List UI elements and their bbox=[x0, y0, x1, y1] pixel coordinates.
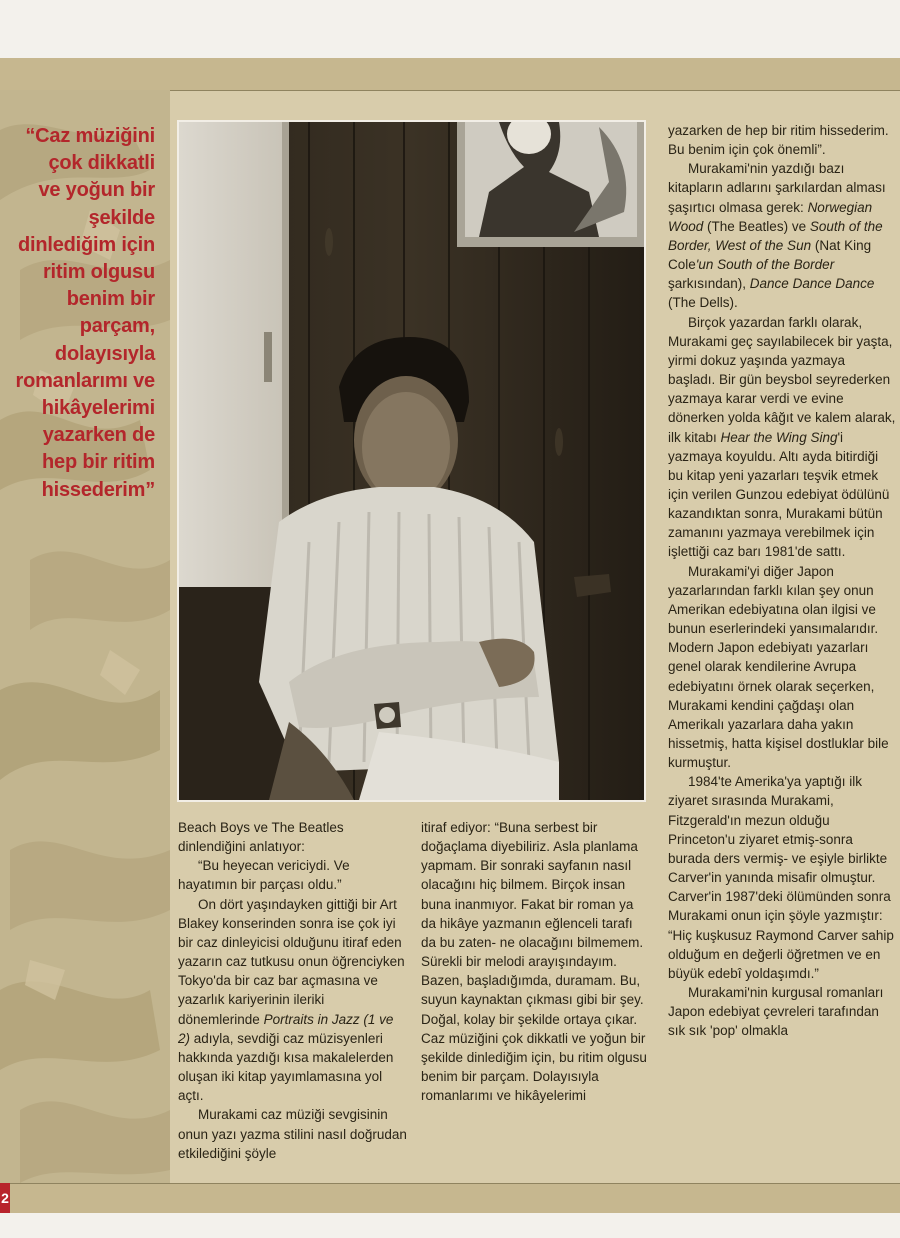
book-title: Norwegian Wood bbox=[668, 199, 873, 234]
pull-quote-line: şekilde bbox=[88, 206, 155, 229]
author-photo bbox=[177, 120, 646, 802]
pull-quote-line: yazarken de bbox=[42, 424, 155, 447]
footer-band bbox=[0, 1183, 900, 1214]
paragraph: itiraf ediyor: “Buna serbest bir doğaçlama diyebiliriz. Asla planlama yapmam. Bir sonraki sayfanın nasıl olacağını hiç bilmem. Birçok insan buna inanmıyor. Fakat bir roman ya da hikâye yazmanın eğlenceli tarafı da bu zaten- ne olacağını bilmemem. Sürekli bir melodi arayışındayım. Bazen, başladığımda, duramam. Bu, suyun kaynaktan çıkması gibi bir şey. Doğal, kolay bir şekilde ortaya çıkar. Caz müziğini çok dikkatli ve yoğun bir şekilde dinlediğim için, bu ritim olgusu benim bir parçam. Dolayısıyla romanlarımı ve hikâyelerimi bbox=[421, 820, 647, 1104]
pull-quote-line: hikâyelerimi bbox=[41, 397, 155, 420]
paragraph: 1984'te Amerika'ya yaptığı ilk ziyaret sırasında Murakami, Fitzgerald'ın mezun olduğu Princeton'u ziyaret etmiş-sonra burada ders vermiş- ve eşiyle birlikte Carver'in yanında misafir olmuştur. Carver'in 1987'deki ölümünden sonra Murakami onun için şöyle yazmıştır: “Hiç kuşkusuz Raymond Carver sahip olduğum en değerli öğretmen ve en büyük edebî yoldaşımdı.” bbox=[668, 774, 894, 981]
article-column-1 bbox=[178, 818, 408, 1163]
book-title: Dance Dance Dance bbox=[749, 276, 875, 292]
author-portrait-illustration bbox=[179, 122, 644, 800]
pull-quote-line: dinlediğim için bbox=[17, 233, 155, 256]
book-title: Hear the Wing Sing bbox=[720, 429, 838, 445]
paragraph: “Bu heyecan vericiydi. Ve hayatımın bir parçası oldu.” bbox=[178, 858, 350, 893]
page-number: 2 bbox=[0, 1183, 10, 1213]
book-title: Portraits in Jazz (1 ve 2) bbox=[178, 1011, 394, 1046]
pull-quote-line: ritim olgusu bbox=[42, 261, 155, 284]
pull-quote-line: çok dikkatli bbox=[48, 152, 155, 175]
book-title: South of the Border, West of the Sun bbox=[668, 218, 883, 253]
paragraph: Murakami'nin kurgusal romanları Japon edebiyat çevreleri tarafından sık sık 'pop' olmakla bbox=[668, 985, 884, 1039]
top-margin bbox=[0, 0, 900, 58]
song-title: 'un South of the Border bbox=[695, 257, 835, 273]
pull-quote-line: parçam, bbox=[79, 315, 155, 338]
pull-quote-line: benim bir bbox=[66, 288, 155, 311]
pull-quote-line: dolayısıyla bbox=[54, 342, 155, 365]
paragraph: Murakami caz müziği sevgisinin onun yazı yazma stilini nasıl doğrudan etkilediğini şöyle bbox=[178, 1107, 407, 1161]
article-column-2 bbox=[421, 818, 647, 1105]
pull-quote-line: hep bir ritim bbox=[42, 451, 155, 474]
paragraph: Murakami'yi diğer Japon yazarlarından farklı kılan şey onun Amerikan edebiyatına olan ilgisi ve bunun eserlerindeki yansımalarıdır. Modern Japon edebiyatı yazarları genel olarak kendilerine Avrupa edebiyatını örnek olarak seçerken, Murakami kendini çağdaşı olan Amerikalı yazarlara daha yakın hissetmiş, hatta kişisel dostluklar bile kurmuştur. bbox=[668, 563, 889, 771]
bottom-margin bbox=[0, 1213, 900, 1238]
article-column-3 bbox=[668, 121, 896, 1041]
pull-quote-line: hissederim” bbox=[41, 478, 155, 501]
paragraph: Beach Boys ve The Beatles dinlendiğini anlatıyor: bbox=[178, 820, 344, 855]
paragraph: Birçok yazardan farklı olarak, Murakami geç sayılabilecek bir yaşta, yirmi dokuz yaşında yazmaya başladı. Bir gün beysbol seyrederken yazmaya karar verdi ve evine dönerken yolda kâğıt ve kalem alarak, ilk kitabı Hear the Wing Sing'i yazmaya koyuldu. Altı ayda bitirdiği bu kitap yeni yazarları teşvik etmek için verilen Gunzou edebiyat ödülünü kazandıktan sonra, Murakami bütün zamanını yazmaya verebilmek için işlettiği caz barı 1981'de sattı. bbox=[668, 314, 896, 560]
paragraph: yazarken de hep bir ritim hissederim. Bu benim için çok önemli”. bbox=[668, 123, 889, 158]
header-band bbox=[0, 58, 900, 91]
paragraph: On dört yaşındayken gittiği bir Art Blakey konserinden sonra ise çok iyi bir caz dinleyicisi olduğunu itiraf eden yazarın caz tutkusu onun öğrenciyken Tokyo'da bir caz bar açmasına ve yazarlık kariyerinin ileriki dönemlerinde Portraits in Jazz (1 ve 2) adıyla, sevdiği caz müzisyenleri hakkında yazdığı kısa makalelerden oluşan iki kitap yayımlamasına yol açtı. bbox=[178, 896, 405, 1104]
pull-quote bbox=[0, 123, 155, 504]
paragraph: Murakami'nin yazdığı bazı kitapların adlarını şarkılardan alması şaşırtıcı olmasa gerek: Norwegian Wood (The Beatles) ve South of the Border, West of the Sun (Nat King Cole'un South of the Border şarkısından), Dance Dance Dance (The Dells). bbox=[668, 161, 886, 311]
pull-quote-line: romanlarımı ve bbox=[15, 369, 155, 392]
pull-quote-line: ve yoğun bir bbox=[38, 179, 155, 202]
pull-quote-line: “Caz müziğini bbox=[25, 125, 155, 147]
